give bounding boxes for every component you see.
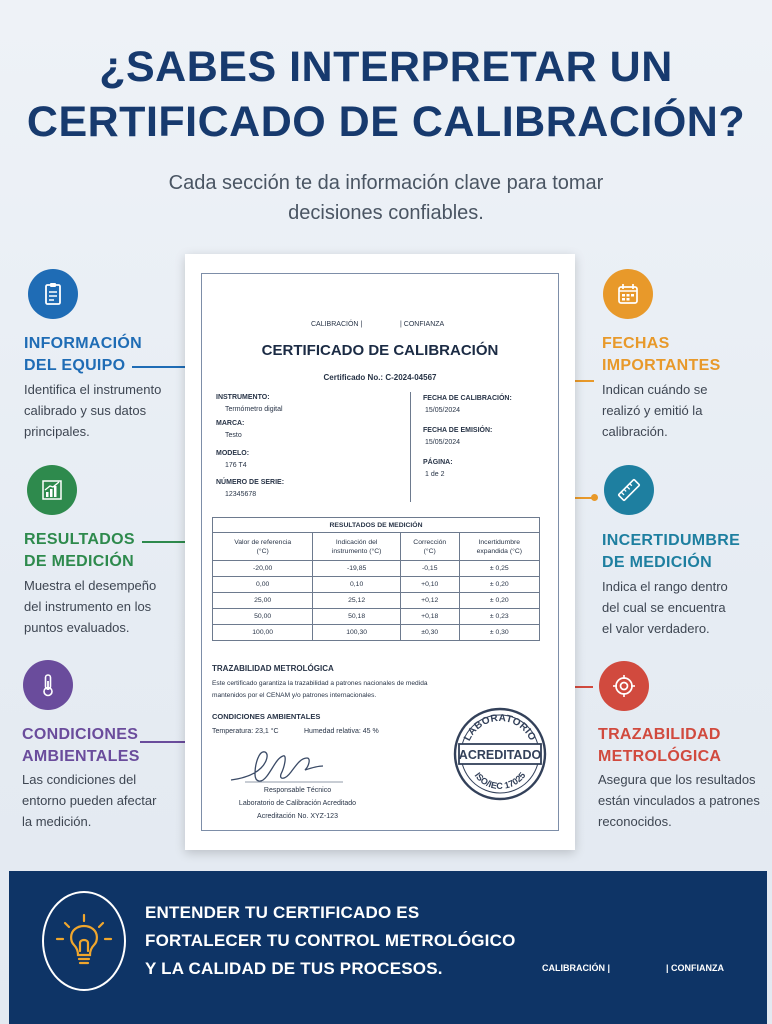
accreditation-stamp — [453, 704, 547, 804]
signature-image — [225, 744, 355, 790]
cert-cond-title: CONDICIONES AMBIENTALES — [212, 712, 321, 721]
section-equipo-desc: Identifica el instrumento calibrado y sus datos principales. — [24, 382, 162, 439]
results-table-caption: RESULTADOS DE MEDICIÓN — [213, 518, 540, 533]
footer-line3: Y LA CALIDAD DE TUS PROCESOS. — [145, 959, 443, 978]
target-icon — [599, 661, 649, 711]
clipboard-icon — [28, 269, 78, 319]
section-trazabilidad-desc: Asegura que los resultados están vinculados a patrones reconocidos. — [598, 772, 760, 829]
cert-number: Certificado No.: C-2024-04567 — [323, 373, 437, 382]
section-condiciones-title: CONDICIONES AMBIENTALES — [22, 726, 140, 765]
header-ind: Indicación del instrumento (°C) — [313, 533, 401, 561]
footer-banner — [9, 871, 767, 1024]
footer-brand-left: CALIBRACIÓN | — [542, 963, 611, 973]
cert-instrumento-value: Termómetro digital — [225, 406, 283, 413]
cert-temp: Temperatura: 23,1 °C — [212, 728, 279, 735]
header-unc: Incertidumbre expandida (°C) — [459, 533, 539, 561]
cert-serie-label: NÚMERO DE SERIE: — [216, 479, 285, 486]
cert-serie-value: 12345678 — [225, 491, 257, 498]
cert-fecha-em-value: 15/05/2024 — [425, 439, 461, 446]
cert-traz-text1: Este certificado garantiza la trazabilidad a patrones nacionales de medida — [212, 680, 428, 687]
subtitle-line2: decisiones confiables. — [288, 202, 484, 224]
footer-line2: FORTALECER TU CONTROL METROLÓGICO — [145, 931, 516, 950]
cert-sign-role: Responsable Técnico — [263, 787, 332, 794]
cert-title: CERTIFICADO DE CALIBRACIÓN — [261, 342, 499, 359]
ruler-icon — [604, 465, 654, 515]
cert-pagina-label: PÁGINA: — [423, 459, 453, 466]
chart-icon — [27, 465, 77, 515]
cert-brand-left: CALIBRACIÓN | — [311, 321, 363, 328]
table-row: 50,00 50,18 +0,18 ± 0,23 — [213, 609, 540, 625]
subtitle-line1: Cada sección te da información clave para tomar — [168, 172, 604, 194]
cert-marca-value: Testo — [225, 432, 242, 439]
cert-pagina-value: 1 de 2 — [425, 471, 445, 478]
cert-traz-title: TRAZABILIDAD METROLÓGICA — [212, 664, 334, 673]
footer-line1: ENTENDER TU CERTIFICADO ES — [145, 903, 420, 922]
stamp-top-text: LABORATORIO — [462, 712, 538, 743]
table-row: -20,00 -19,85 -0,15 ± 0,25 — [213, 561, 540, 577]
cert-marca-label: MARCA: — [216, 420, 245, 427]
footer-brand-right: | CONFIANZA — [666, 963, 725, 973]
cert-modelo-label: MODELO: — [216, 450, 250, 457]
cert-fecha-cal-label: FECHA DE CALIBRACIÓN: — [423, 395, 512, 402]
table-row: 25,00 25,12 +0,12 ± 0,20 — [213, 593, 540, 609]
connector-incertidumbre-dot — [591, 494, 598, 501]
section-resultados-desc: Muestra el desempeño del instrumento en los puntos evaluados. — [24, 578, 157, 635]
section-equipo-title: INFORMACIÓN DEL EQUIPO — [24, 335, 142, 374]
main-title-line2: CERTIFICADO DE CALIBRACIÓN? — [26, 98, 746, 146]
cert-instrumento-label: INSTRUMENTO: — [216, 394, 270, 401]
cert-modelo-value: 176 T4 — [225, 462, 247, 469]
lightbulb-icon — [42, 891, 126, 991]
cert-traz-text2: mantenidos por el CENAM y/o patrones internacionales. — [212, 692, 377, 699]
thermometer-icon — [23, 660, 73, 710]
cert-fecha-cal-value: 15/05/2024 — [425, 407, 461, 414]
section-condiciones-desc: Las condiciones del entorno pueden afectar la medición. — [22, 772, 157, 829]
results-table — [212, 517, 540, 641]
stamp-bottom-text: ISO/IEC 17025 — [472, 770, 528, 792]
results-table-header — [213, 533, 540, 561]
section-resultados-title: RESULTADOS DE MEDICIÓN — [24, 531, 135, 570]
cert-sign-lab: Laboratorio de Calibración Acreditado — [238, 800, 357, 807]
section-trazabilidad-title: TRAZABILIDAD METROLÓGICA — [598, 726, 722, 765]
cert-brand-right: | CONFIANZA — [400, 321, 445, 328]
header-ref: Valor de referencia (°C) — [213, 533, 313, 561]
main-title-line1: ¿SABES INTERPRETAR UN — [99, 43, 673, 91]
cert-sign-acc: Acreditación No. XYZ-123 — [257, 813, 338, 820]
certificate-document — [185, 254, 575, 850]
section-incertidumbre-title: INCERTIDUMBRE DE MEDICIÓN — [602, 532, 741, 571]
cert-fecha-em-label: FECHA DE EMISIÓN: — [423, 427, 493, 434]
header-corr: Corrección (°C) — [400, 533, 459, 561]
section-incertidumbre-desc: Indica el rango dentro del cual se encuentra el valor verdadero. — [602, 579, 728, 636]
section-fechas-desc: Indican cuándo se realizó y emitió la calibración. — [602, 382, 708, 439]
section-fechas-title: FECHAS IMPORTANTES — [602, 335, 721, 374]
cert-divider — [410, 392, 411, 502]
table-row: 100,00 100,30 ±0,30 ± 0,30 — [213, 625, 540, 641]
stamp-center-text: ACREDITADO — [458, 748, 542, 762]
cert-hum: Humedad relativa: 45 % — [304, 728, 379, 735]
table-row: 0,00 0,10 +0,10 ± 0,20 — [213, 577, 540, 593]
calendar-icon — [603, 269, 653, 319]
